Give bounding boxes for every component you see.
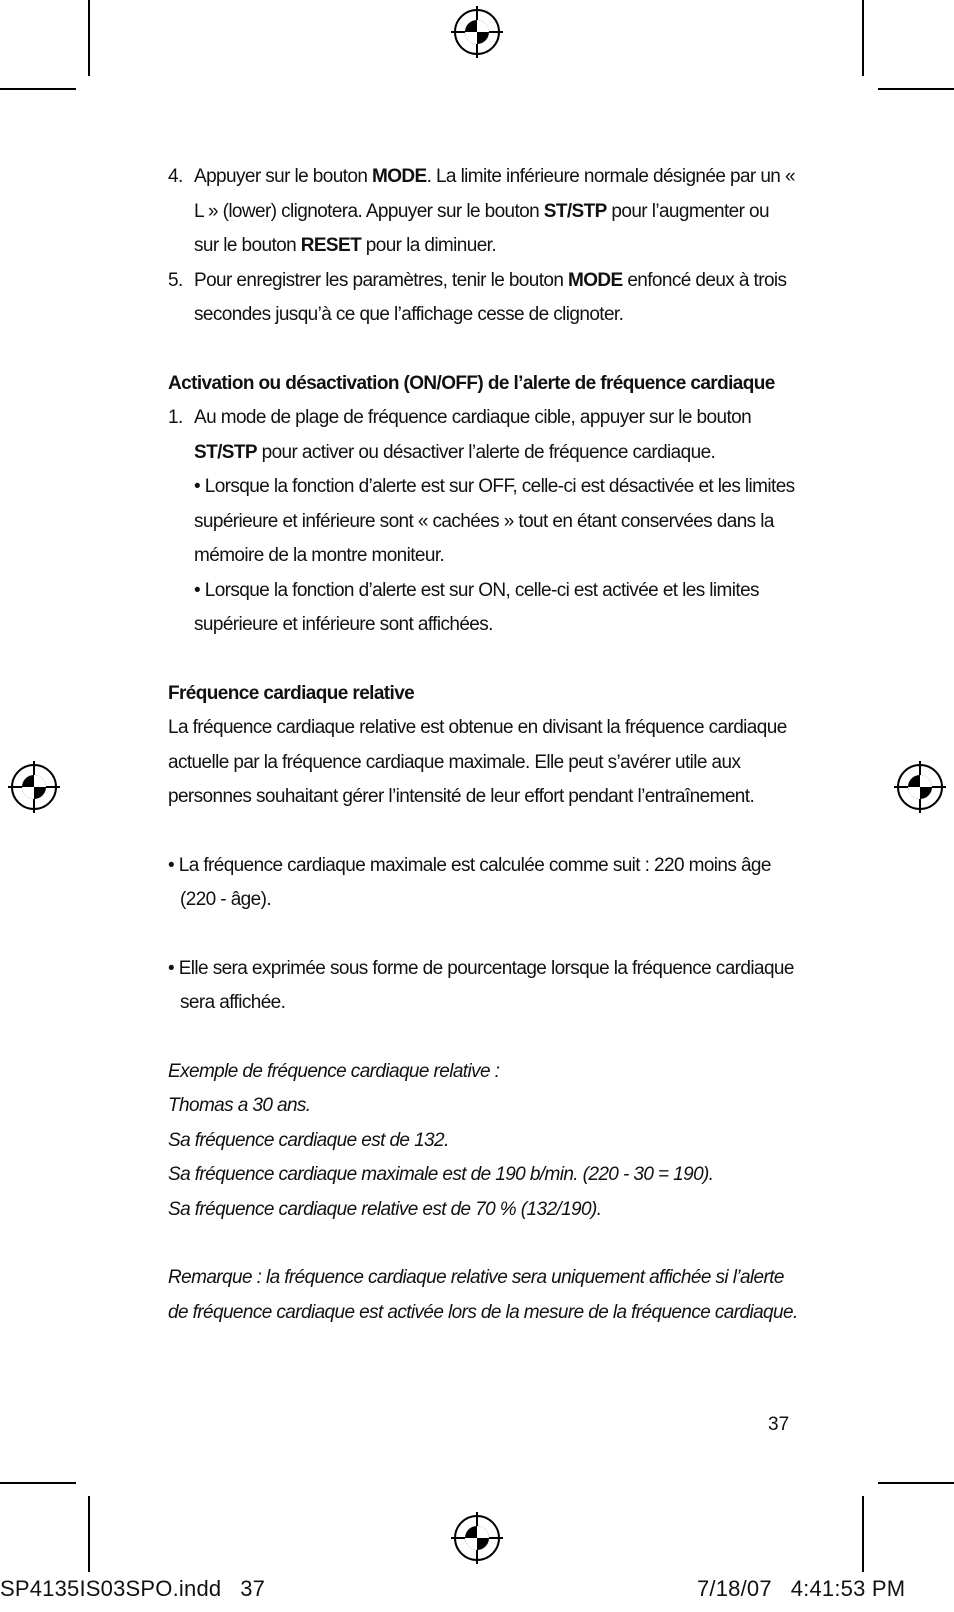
step-number: 1. [168,407,183,428]
step-item-1 [168,401,798,470]
button-name-text: ST/STP [543,200,607,222]
section-heading-alert: Activation ou désactivation (ON/OFF) de l’alerte de fréquence cardiaque [168,372,775,394]
example-line: Sa fréquence cardiaque est de 132. [168,1129,449,1151]
page-number: 37 [768,1414,790,1435]
button-name-text: MODE [371,166,427,187]
button-name-text: MODE [568,269,623,291]
step-text: pour activer ou désactiver l’alerte de fréquence cardiaque. [256,441,716,463]
slug-file-text: SP4135IS03SPO.indd 37 [0,1576,266,1601]
step-text: Appuyer sur le bouton [194,166,372,187]
example-line: Exemple de fréquence cardiaque relative : [168,1060,500,1082]
bullet-alert-on: • Lorsque la fonction d’alerte est sur ON, celle-ci est activée et les limites supérieure et inférieure sont affichées. [194,579,759,635]
crop-mark [0,1482,76,1484]
button-name-text: RESET [300,235,362,256]
crop-mark [88,0,90,76]
button-name-text: ST/STP [194,441,257,463]
crop-mark [88,1496,90,1572]
step-text: . La limite inférieure normale désignée par un « L » (lower) clignotera. Appuyer sur le bouton [194,166,795,222]
crop-mark [878,1482,954,1484]
page-body [168,160,798,1330]
example-line: Sa fréquence cardiaque relative est de 70 % (132/190). [168,1198,602,1220]
step-text: pour la diminuer. [361,235,497,256]
step-text: Au mode de plage de fréquence cardiaque cible, appuyer sur le bouton [194,407,752,428]
relative-intro-paragraph: La fréquence cardiaque relative est obtenue en divisant la fréquence cardiaque actuelle par la fréquence cardiaque maximale. Elle peut s’avérer utile aux personnes souhaitant gérer l’intensité de leur effort pendant l’entraînement. [168,717,787,807]
registration-mark-icon [451,6,503,58]
registration-mark-icon [894,761,946,813]
crop-mark [862,1496,864,1572]
crop-mark [862,0,864,76]
step-number: 5. [168,269,183,291]
bullet-percentage: • Elle sera exprimée sous forme de pourcentage lorsque la fréquence cardiaque sera affichée. [168,957,794,1013]
step-number: 4. [168,166,183,187]
step-item-5 [168,264,798,333]
registration-mark-icon [451,1512,503,1564]
step-text: Pour enregistrer les paramètres, tenir le bouton [194,269,569,291]
bullet-alert-off: • Lorsque la fonction d’alerte est sur OFF, celle-ci est désactivée et les limites supérieure et inférieure sont « cachées » tout en étant conservées dans la mémoire de la montre moniteur. [194,476,795,566]
step-text: enfoncé deux à trois secondes jusqu’à ce que l’affichage cesse de clignoter. [194,269,787,325]
crop-mark [878,88,954,90]
example-line: Thomas a 30 ans. [168,1095,311,1116]
crop-mark [0,88,76,90]
bullet-max-heart-rate: • La fréquence cardiaque maximale est calculée comme suit : 220 moins âge (220 - âge). [168,854,771,910]
section-heading-relative: Fréquence cardiaque relative [168,682,415,704]
example-line: Sa fréquence cardiaque maximale est de 190 b/min. (220 - 30 = 190). [168,1164,714,1185]
registration-mark-icon [8,761,60,813]
step-text: pour l’augmenter ou sur le bouton [194,200,769,256]
slug-datetime-text: 7/18/07 4:41:53 PM [697,1576,906,1601]
note-paragraph: Remarque : la fréquence cardiaque relative sera uniquement affichée si l’alerte de fréquence cardiaque est activée lors de la mesure de la fréquence cardiaque. [168,1267,798,1323]
step-item-4 [168,160,798,264]
slug-filename [0,1576,265,1602]
slug-datetime [697,1576,905,1602]
